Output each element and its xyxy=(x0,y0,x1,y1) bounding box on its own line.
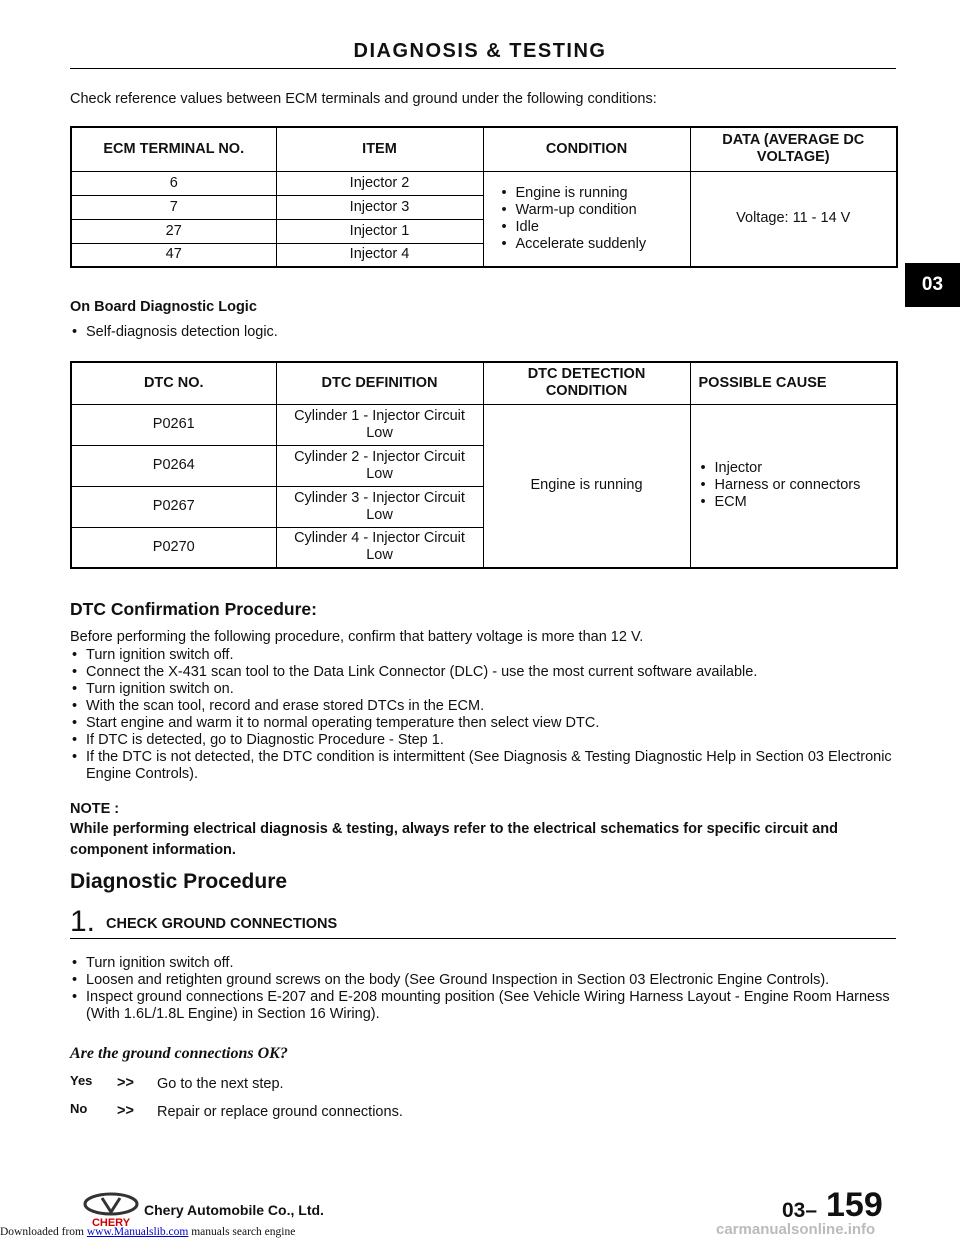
voltage-cell: Voltage: 11 - 14 V xyxy=(690,171,897,267)
item-cell: Injector 4 xyxy=(276,243,483,267)
no-label: No xyxy=(70,1101,88,1116)
step-title: CHECK GROUND CONNECTIONS xyxy=(106,916,338,932)
dtc-definition-cell: Cylinder 2 - Injector Circuit Low xyxy=(276,445,483,486)
item-cell: Injector 3 xyxy=(276,195,483,219)
column-header: ECM TERMINAL NO. xyxy=(71,127,276,171)
dtc-code-cell: P0264 xyxy=(71,445,276,486)
terminal-cell: 27 xyxy=(71,219,276,243)
page-prefix: 03– xyxy=(782,1199,818,1222)
table-header-row xyxy=(71,127,897,171)
condition-item: • Accelerate suddenly xyxy=(500,236,686,253)
table-header-row xyxy=(71,362,897,404)
note-text: While performing electrical diagnosis & testing, always refer to the electrical schematics for specific circuit and component information. xyxy=(70,821,838,858)
confirmation-title: DTC Confirmation Procedure: xyxy=(70,599,317,619)
obd-bullet: • Self-diagnosis detection logic. xyxy=(70,324,896,341)
column-header: ITEM xyxy=(276,127,483,171)
list-item: • Loosen and retighten ground screws on the body (See Ground Inspection in Section 03 Electronic Engine Controls). xyxy=(70,972,896,989)
list-item: • Turn ignition switch on. xyxy=(70,681,896,698)
column-header: DATA (AVERAGE DC VOLTAGE) xyxy=(690,127,897,171)
condition-item: • Idle xyxy=(500,219,686,236)
confirmation-intro: Before performing the following procedure, confirm that battery voltage is more than 12 V. xyxy=(70,629,644,645)
condition-cell xyxy=(483,171,690,267)
intro-text: Check reference values between ECM terminals and ground under the following conditions: xyxy=(70,91,657,107)
terminal-cell: 7 xyxy=(71,195,276,219)
yes-action: Go to the next step. xyxy=(157,1076,284,1092)
download-suffix: manuals search engine xyxy=(191,1226,296,1238)
page-number: 159 xyxy=(826,1186,883,1224)
column-header: POSSIBLE CAUSE xyxy=(690,362,897,404)
section-tab: 03 xyxy=(905,263,960,307)
terminal-cell: 6 xyxy=(71,171,276,195)
possible-cause-cell xyxy=(690,404,897,568)
list-item: • Start engine and warm it to normal operating temperature then select view DTC. xyxy=(70,715,896,732)
note-label: NOTE : xyxy=(70,801,120,817)
dtc-code-cell: P0261 xyxy=(71,404,276,445)
column-header: DTC DEFINITION xyxy=(276,362,483,404)
cause-item: • ECM xyxy=(699,494,893,511)
yes-arrow: >> xyxy=(117,1075,134,1091)
dtc-definition-cell: Cylinder 3 - Injector Circuit Low xyxy=(276,486,483,527)
list-item: • If DTC is detected, go to Diagnostic Procedure - Step 1. xyxy=(70,732,896,749)
no-action: Repair or replace ground connections. xyxy=(157,1104,403,1120)
detection-cell: Engine is running xyxy=(483,404,690,568)
step-divider xyxy=(70,938,896,939)
dtc-definition-cell: Cylinder 4 - Injector Circuit Low xyxy=(276,527,483,568)
download-prefix: Downloaded from xyxy=(0,1226,84,1238)
item-cell: Injector 1 xyxy=(276,219,483,243)
obd-title: On Board Diagnostic Logic xyxy=(70,299,257,315)
yes-label: Yes xyxy=(70,1073,93,1088)
no-arrow: >> xyxy=(117,1103,134,1119)
dtc-code-cell: P0270 xyxy=(71,527,276,568)
logo-text: CHERY xyxy=(91,1217,131,1228)
list-item: • Inspect ground connections E-207 and E-208 mounting position (See Vehicle Wiring Harness Layout - Engine Room Harness (With 1.6L/1.8L Engine) in Section 16 Wiring). xyxy=(70,989,896,1023)
table-row xyxy=(71,171,897,195)
dtc-code-cell: P0267 xyxy=(71,486,276,527)
obd-list xyxy=(70,324,896,341)
confirmation-steps xyxy=(70,647,896,783)
reference-values-table xyxy=(70,126,898,268)
download-banner xyxy=(0,1226,295,1238)
cause-item: • Injector xyxy=(699,460,893,477)
step-number: 1. xyxy=(70,905,96,938)
list-item: • Turn ignition switch off. xyxy=(70,955,896,972)
column-header: DTC DETECTION CONDITION xyxy=(483,362,690,404)
list-item: • If the DTC is not detected, the DTC condition is intermittent (See Diagnosis & Testing Diagnostic Help in Section 03 Electronic Engine Controls). xyxy=(70,749,896,783)
list-item: • With the scan tool, record and erase stored DTCs in the ECM. xyxy=(70,698,896,715)
condition-item: • Warm-up condition xyxy=(500,202,686,219)
dtc-definition-cell: Cylinder 1 - Injector Circuit Low xyxy=(276,404,483,445)
item-cell: Injector 2 xyxy=(276,171,483,195)
dtc-table xyxy=(70,361,898,569)
chery-logo-icon xyxy=(82,1192,140,1228)
condition-item: • Engine is running xyxy=(500,185,686,202)
column-header: CONDITION xyxy=(483,127,690,171)
page-header-title: DIAGNOSIS & TESTING xyxy=(353,40,607,62)
procedure-steps xyxy=(70,955,896,1023)
list-item: • Connect the X-431 scan tool to the Data Link Connector (DLC) - use the most current software available. xyxy=(70,664,896,681)
manualslib-link[interactable]: www.Manualslib.com xyxy=(86,1226,189,1238)
cause-item: • Harness or connectors xyxy=(699,477,893,494)
watermark-text: carmanualsonline.info xyxy=(716,1221,876,1238)
table-row xyxy=(71,404,897,445)
column-header: DTC NO. xyxy=(71,362,276,404)
list-item: • Turn ignition switch off. xyxy=(70,647,896,664)
procedure-title: Diagnostic Procedure xyxy=(70,870,288,893)
footer-company: Chery Automobile Co., Ltd. xyxy=(144,1202,324,1218)
terminal-cell: 47 xyxy=(71,243,276,267)
header-divider xyxy=(70,68,896,69)
step-question: Are the ground connections OK? xyxy=(70,1045,288,1062)
